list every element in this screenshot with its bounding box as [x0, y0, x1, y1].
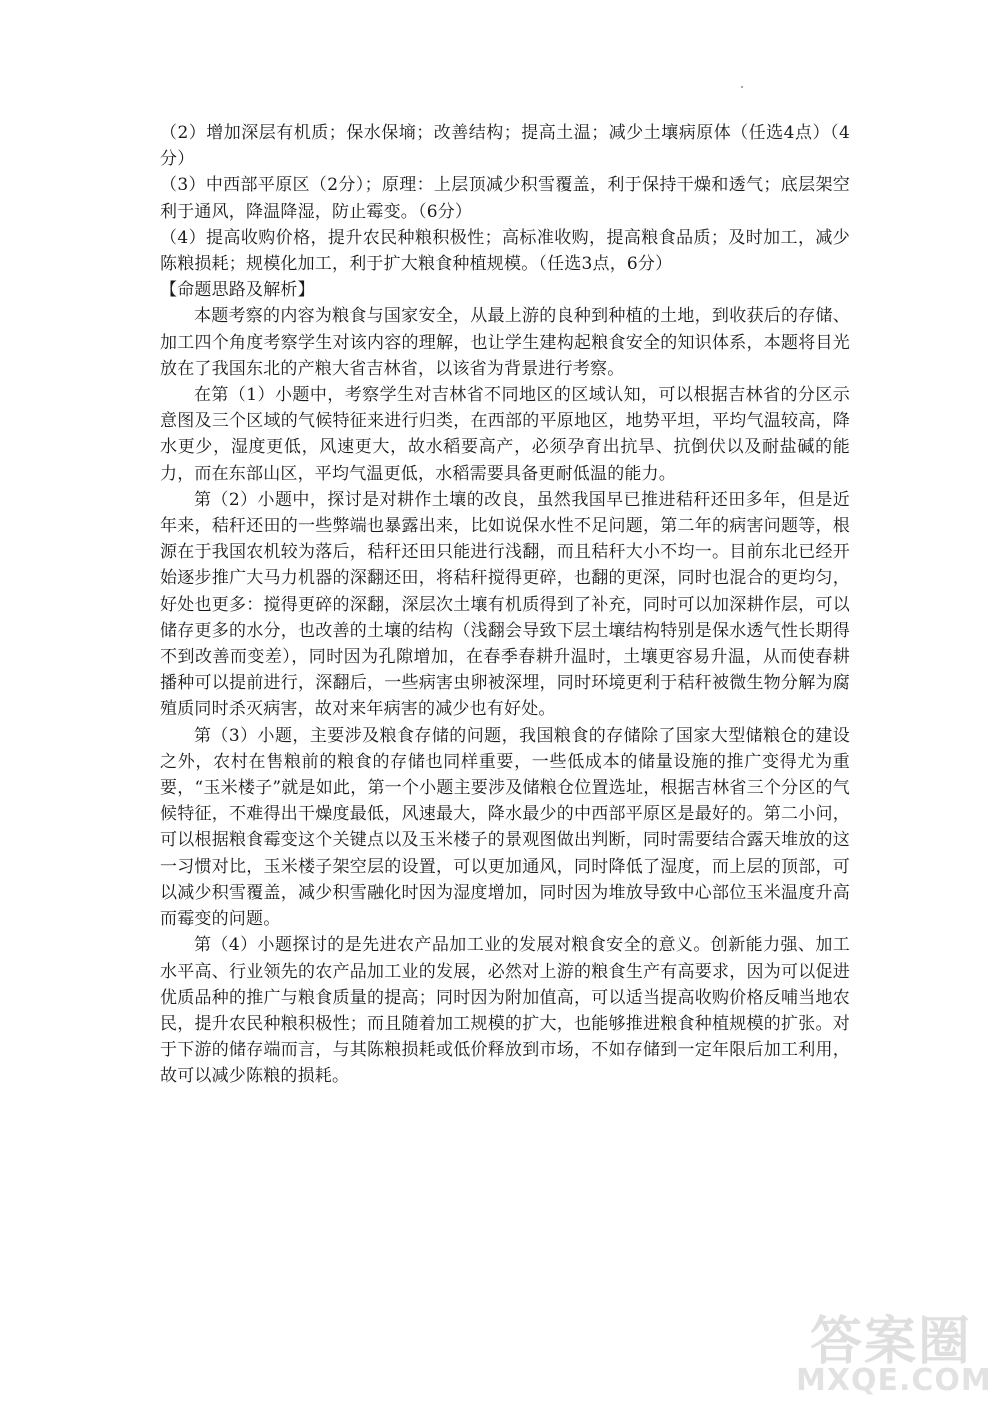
analysis-paragraph-q4: 第（4）小题探讨的是先进农产品加工业的发展对粮食安全的意义。创新能力强、加工水平高、行业领先的农产品加工业的发展，必然对上游的粮食生产有高要求，因为可以促进优质品种的推广与粮食质量的提高；同时因为附加值高，可以适当提高收购价格反哺当地农民，提升农民种粮积极性；而且随着加工规模的扩大，也能够推进粮食种植规模的扩张。对于下游的储存端而言，与其陈粮损耗或低价释放到市场，不如存储到一定年限后加工利用，故可以减少陈粮的损耗。 — [160, 935, 850, 1087]
analysis-paragraph-intro: 本题考察的内容为粮食与国家安全，从最上游的良种到种植的土地，到收获后的存储、加工四个角度考察学生对该内容的理解，也让学生建构起粮食安全的知识体系，本题将目光放在了我国东北的产粮大省吉林省，以该省为背景进行考察。 — [160, 306, 850, 379]
section-title: 【命题思路及解析】 — [160, 280, 315, 301]
answer-2: （2）增加深层有机质；保水保墒；改善结构；提高土温；减少土壤病原体（任选4点）（4分） — [160, 123, 850, 170]
analysis-paragraph-q3: 第（3）小题，主要涉及粮食存储的问题，我国粮食的存储除了国家大型储粮仓的建设之外，农村在售粮前的粮食的存储也同样重要，一些低成本的储量设施的推广变得尤为重要，“玉米楼子”就是如此，第一个小题主要涉及储粮仓位置选址，根据吉林省三个分区的气候特征，不难得出干燥度最低，风速最大，降水最少的中西部平原区是最好的。第二小问，可以根据粮食霉变这个关键点以及玉米楼子的景观图做出判断，同时需要结合露天堆放的这一习惯对比，玉米楼子架空层的设置，可以更加通风，同时降低了湿度，而上层的顶部，可以减少积雪覆盖，减少积雪融化时因为湿度增加，同时因为堆放导致中心部位玉米温度升高而霉变的问题。 — [160, 725, 850, 930]
analysis-paragraph-q1: 在第（1）小题中，考察学生对吉林省不同地区的区域认知，可以根据吉林省的分区示意图及三个区域的气候特征来进行归类，在西部的平原地区，地势平坦，平均气温较高，降水更少，湿度更低，风速更大，故水稻要高产，必须孕育出抗旱、抗倒伏以及耐盐碱的能力，而在东部山区，平均气温更低，水稻需要具备更耐低温的能力。 — [160, 385, 850, 484]
answer-4: （4）提高收购价格，提升农民种粮积极性；高标准收购，提高粮食品质；及时加工，减少陈粮损耗；规模化加工，利于扩大粮食种植规模。（任选3点，6分） — [160, 227, 850, 275]
scan-speck — [741, 86, 743, 88]
answer-3: （3）中西部平原区（2分）；原理：上层顶减少积雪覆盖，利于保持干燥和透气；底层架空利于通风，降温降湿，防止霉变。（6分） — [160, 175, 850, 222]
watermark-site: MXQE.COM — [796, 1363, 992, 1398]
watermark-logo — [792, 1295, 992, 1405]
document-body — [160, 120, 850, 1090]
watermark-chars: 答案圈 — [810, 1312, 973, 1372]
analysis-paragraph-q2: 第（2）小题中，探讨是对耕作土壤的改良，虽然我国早已推进秸秆还田多年，但是近年来，秸秆还田的一些弊端也暴露出来，比如说保水性不足问题，第二年的病害问题等，根源在于我国农机较为落后，秸秆还田只能进行浅翻，而且秸秆大小不均一。目前东北已经开始逐步推广大马力机器的深翻还田，将秸秆搅得更碎，也翻的更深，同时也混合的更均匀，好处也更多：搅得更碎的深翻，深层次土壤有机质得到了补充，同时可以加深耕作层，可以储存更多的水分，也改善的土壤的结构（浅翻会导致下层土壤结构特别是保水透气性长期得不到改善而变差），同时因为孔隙增加，在春季春耕升温时，土壤更容易升温，从而使春耕播种可以提前进行，深翻后，一些病害虫卵被深埋，同时环境更利于秸秆被微生物分解为腐殖质同时杀灭病害，故对来年病害的减少也有好处。 — [160, 489, 850, 720]
